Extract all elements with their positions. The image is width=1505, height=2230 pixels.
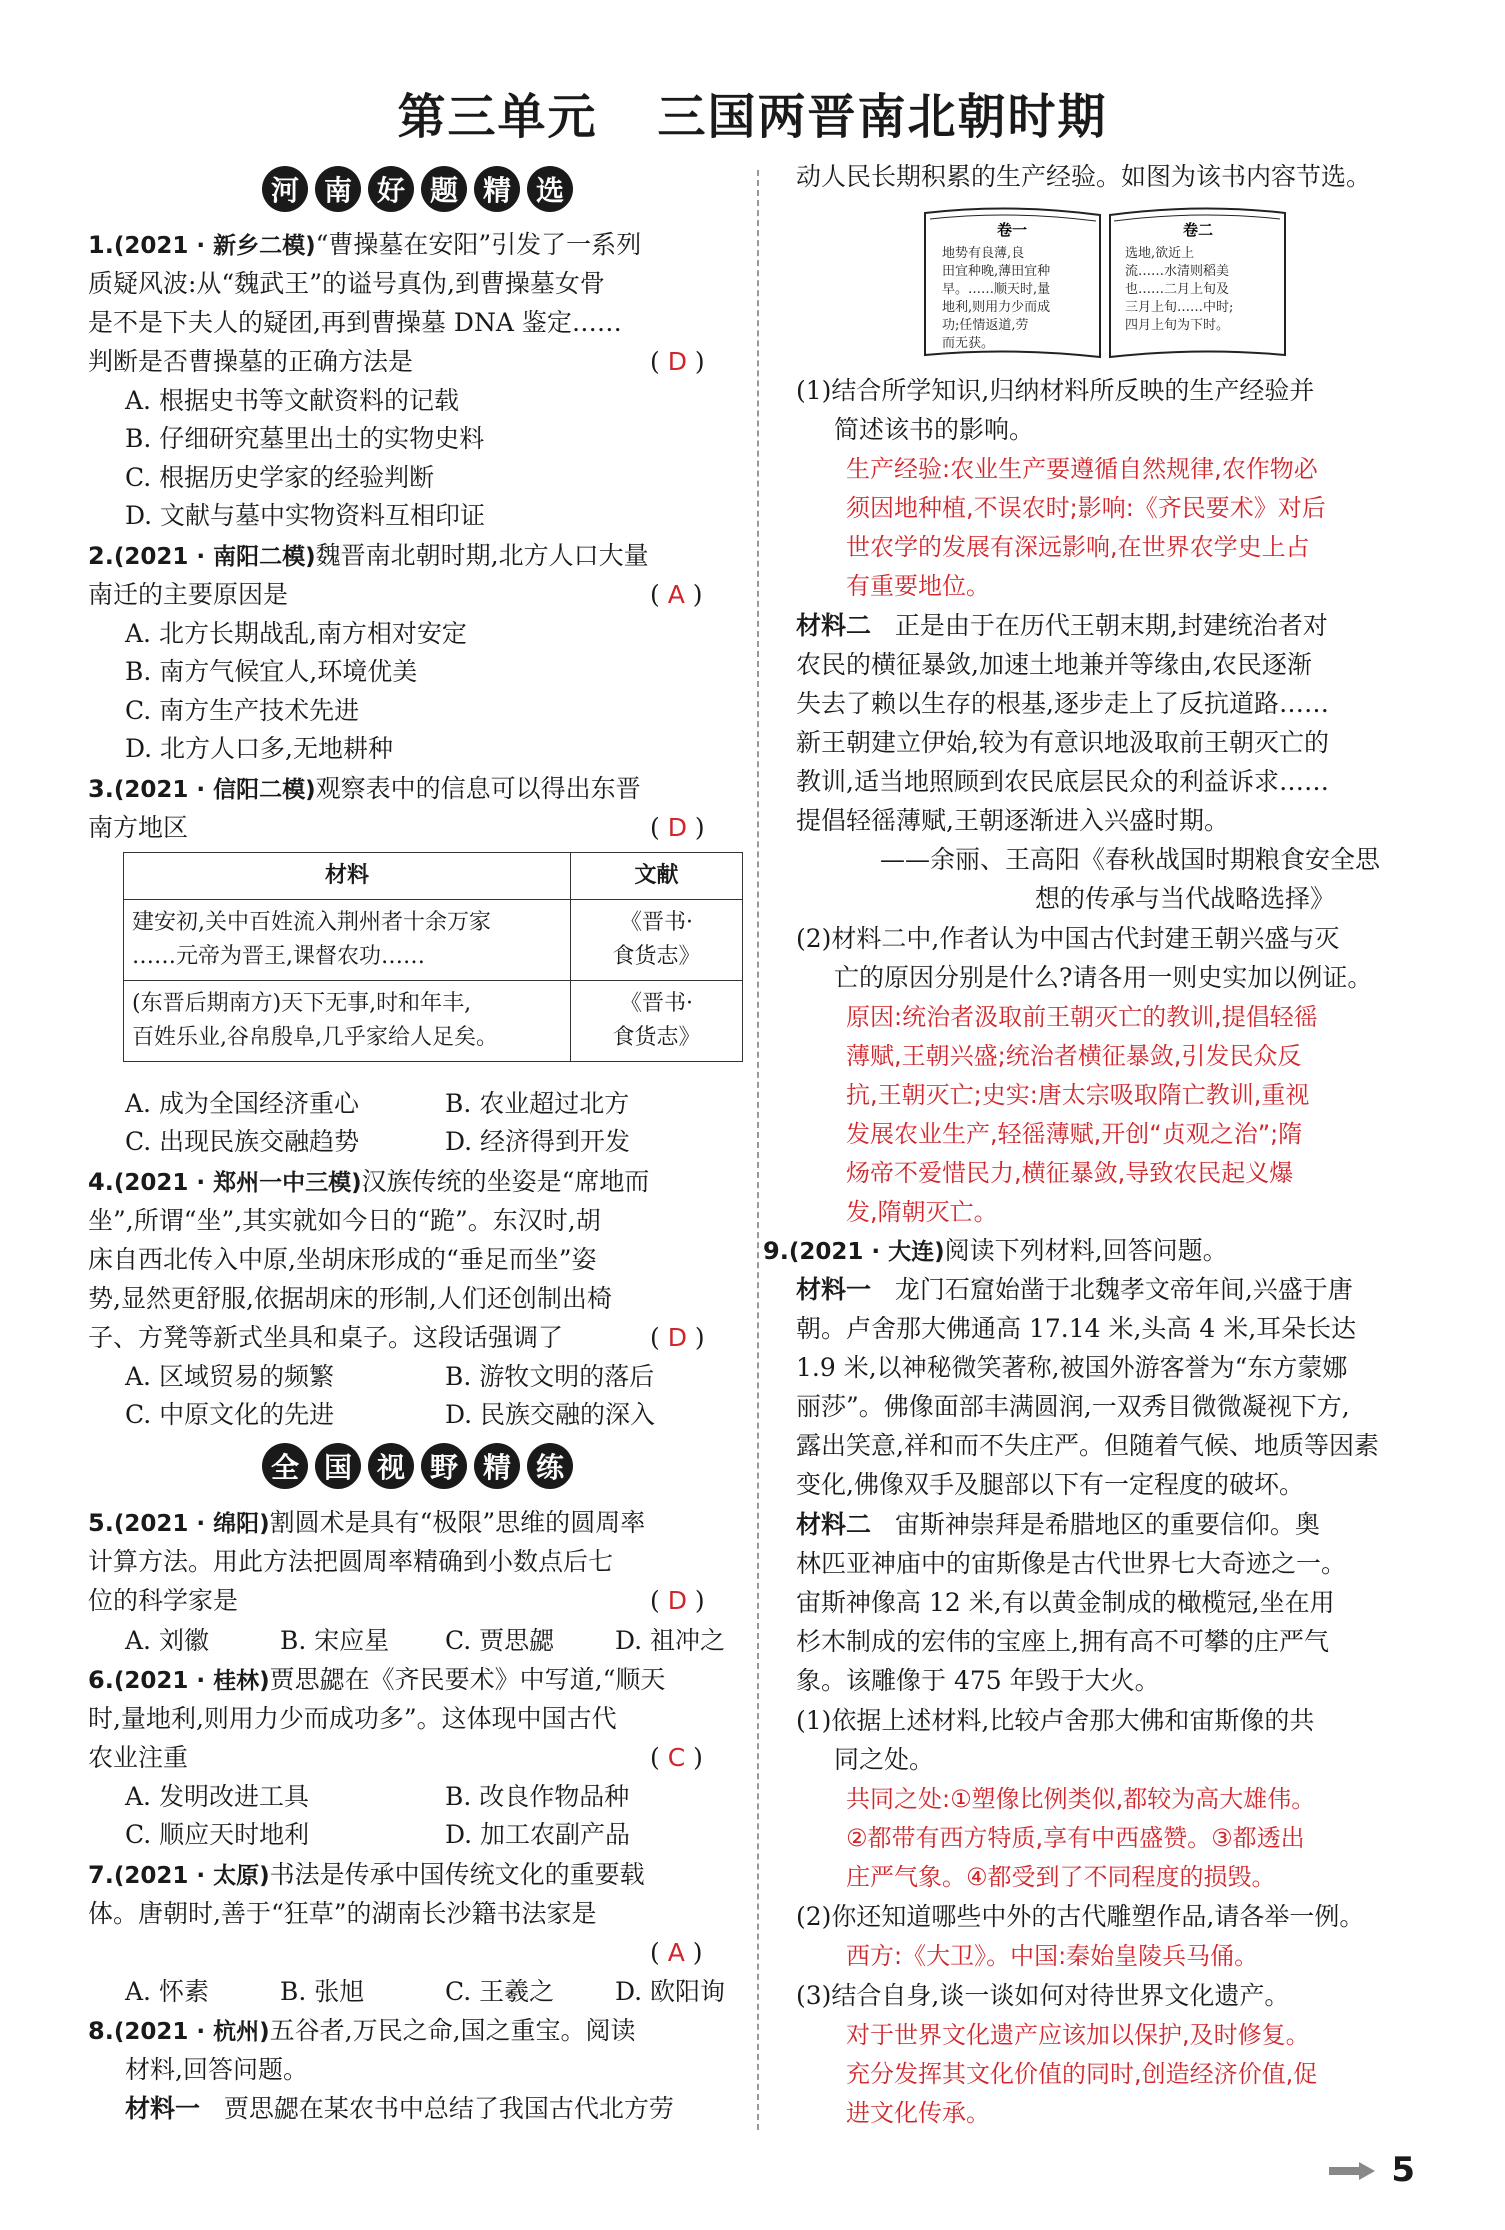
q5-option-c: C. 贾思勰 [445, 1626, 555, 1655]
q8-p2: 亡的原因分别是什么?请各用一则史实加以例证。 [834, 963, 1373, 992]
q9-answer2: 西方:《大卫》。中国:秦始皇陵兵马俑。 [846, 1942, 1259, 1970]
q1-line: 是不是下夫人的疑团,再到曹操墓 DNA 鉴定…… [88, 308, 622, 337]
table-cell: 《晋书· 食货志》 [571, 981, 743, 1062]
q5-option-b: B. 宋应星 [280, 1626, 390, 1655]
q7-stem: 7.(2021 · 太原)书法是传承中国传统文化的重要载 [88, 1860, 645, 1889]
q9-material1: 变化,佛像双手及腿部以下有一定程度的破坏。 [796, 1470, 1304, 1499]
q2-option-b: B. 南方气候宜人,环境优美 [125, 657, 418, 686]
book-right-line: 三月上旬……中时; [1125, 300, 1234, 315]
q7-line: 体。唐朝时,善于“狂草”的湖南长沙籍书法家是 [88, 1899, 597, 1928]
book-left-line: 早。……顺天时,量 [942, 282, 1051, 297]
q8-material2: 农民的横征暴敛,加速土地兼并等缘由,农民逐渐 [796, 650, 1312, 679]
q8-material2: 材料二 正是由于在历代王朝末期,封建统治者对 [796, 611, 1328, 640]
book-right-title: 卷二 [1182, 221, 1214, 239]
column-divider [757, 170, 759, 2130]
q9-material2: 宙斯神像高 12 米,有以黄金制成的橄榄冠,坐在用 [796, 1588, 1335, 1617]
q9-material2: 杉木制成的宏伟的宝座上,拥有高不可攀的庄严气 [796, 1627, 1329, 1656]
q4-line: 床自西北传入中原,坐胡床形成的“垂足而坐”姿 [88, 1245, 597, 1274]
q8-material2: 提倡轻徭薄赋,王朝逐渐进入兴盛时期。 [796, 806, 1229, 835]
q9-stem: 9.(2021 · 大连)阅读下列材料,回答问题。 [763, 1236, 1228, 1265]
book-left-title: 卷一 [996, 221, 1028, 239]
q4-option-a: A. 区域贸易的频繁 [125, 1362, 334, 1391]
q5-answer: ( D ) [650, 1586, 705, 1615]
q6-option-a: A. 发明改进工具 [125, 1782, 309, 1811]
q6-answer: ( C ) [650, 1743, 703, 1772]
q4-option-d: D. 民族交融的深入 [445, 1400, 656, 1429]
book-right-line: 选地,欲近上 [1125, 246, 1195, 261]
book-illustration [920, 205, 1290, 365]
q3-answer: ( D ) [650, 813, 705, 842]
q8-answer1: 须因地种植,不误农时;影响:《齐民要术》对后 [846, 494, 1326, 522]
q1-option-c: C. 根据历史学家的经验判断 [125, 463, 435, 492]
q9-material1: 材料一 龙门石窟始凿于北魏孝文帝年间,兴盛于唐 [796, 1275, 1353, 1304]
book-left-line: 功;任情返道,劳 [942, 318, 1029, 333]
book-left-line: 地势有良薄,良 [942, 246, 1025, 261]
q3-table [123, 852, 743, 1062]
q9-p1: (1)依据上述材料,比较卢舍那大佛和宙斯像的共 [796, 1706, 1315, 1735]
q9-p3: (3)结合自身,谈一谈如何对待世界文化遗产。 [796, 1981, 1290, 2010]
q8-p2: (2)材料二中,作者认为中国古代封建王朝兴盛与灭 [796, 924, 1340, 953]
q9-answer1: 庄严气象。④都受到了不同程度的损毁。 [846, 1863, 1276, 1891]
q1-option-a: A. 根据史书等文献资料的记载 [125, 386, 459, 415]
q9-material1: 1.9 米,以神秘微笑著称,被国外游客誉为“东方蒙娜 [796, 1353, 1348, 1382]
q1-line: 质疑风波:从“魏武王”的谥号真伪,到曹操墓女骨 [88, 269, 605, 298]
q7-option-b: B. 张旭 [280, 1977, 365, 2006]
q1-answer: ( D ) [650, 347, 705, 376]
q9-material2: 材料二 宙斯神崇拜是希腊地区的重要信仰。奥 [796, 1510, 1320, 1539]
q6-line: 农业注重 [88, 1743, 189, 1772]
q8-line: 材料,回答问题。 [125, 2055, 308, 2084]
q4-line: 势,显然更舒服,依据胡床的形制,人们还创制出椅 [88, 1284, 612, 1313]
q1-stem: 1.(2021 · 新乡二模)“曹操墓在安阳”引发了一系列 [88, 230, 642, 259]
q3-option-a: A. 成为全国经济重心 [125, 1089, 359, 1118]
book-left-line: 而无获。 [942, 336, 995, 351]
book-right-line: 也……二月上旬及 [1125, 282, 1230, 297]
page-number: 5 [1391, 2150, 1415, 2190]
q8-answer2: 发展农业生产,轻徭薄赋,开创“贞观之治”;隋 [846, 1120, 1303, 1148]
q8-citation: ——余丽、王高阳《春秋战国时期粮食安全思 [880, 845, 1381, 874]
q8-p1: (1)结合所学知识,归纳材料所反映的生产经验并 [796, 376, 1315, 405]
q9-material1: 朝。卢舍那大佛通高 17.14 米,头高 4 米,耳朵长达 [796, 1314, 1357, 1343]
q3-option-d: D. 经济得到开发 [445, 1127, 631, 1156]
q9-p2: (2)你还知道哪些中外的古代雕塑作品,请各举一例。 [796, 1902, 1365, 1931]
q6-option-b: B. 改良作物品种 [445, 1782, 630, 1811]
q7-option-d: D. 欧阳询 [615, 1977, 726, 2006]
table-header: 材料 [124, 853, 571, 900]
q2-answer: ( A ) [650, 580, 703, 609]
q5-option-d: D. 祖冲之 [615, 1626, 726, 1655]
q8-material2: 新王朝建立伊始,较为有意识地汲取前王朝灭亡的 [796, 728, 1329, 757]
q4-line: 子、方凳等新式坐具和桌子。这段话强调了 [88, 1323, 564, 1352]
q8-answer2: 发,隋朝灭亡。 [846, 1198, 998, 1226]
q1-option-b: B. 仔细研究墓里出土的实物史料 [125, 424, 485, 453]
q9-answer1: 共同之处:①塑像比例类似,都较为高大雄伟。 [846, 1785, 1316, 1813]
q9-answer3: 对于世界文化遗产应该加以保护,及时修复。 [846, 2021, 1310, 2049]
q8-answer2: 炀帝不爱惜民力,横征暴敛,导致农民起义爆 [846, 1159, 1294, 1187]
q9-material2: 象。该雕像于 475 年毁于大火。 [796, 1666, 1160, 1695]
q9-answer3: 充分发挥其文化价值的同时,创造经济价值,促 [846, 2060, 1318, 2088]
q3-option-c: C. 出现民族交融趋势 [125, 1127, 360, 1156]
q2-line: 南迁的主要原因是 [88, 580, 289, 609]
q9-material1: 丽莎”。佛像面部丰满圆润,一双秀目微微凝视下方, [796, 1392, 1350, 1421]
q1-line: 判断是否曹操墓的正确方法是 [88, 347, 414, 376]
unit-title: 第三单元 三国两晋南北朝时期 [397, 89, 1108, 145]
book-right-line: 四月上旬为下时。 [1125, 318, 1230, 333]
q4-answer: ( D ) [650, 1323, 705, 1352]
book-right-line: 流……水清则稻美 [1125, 264, 1230, 279]
q8-material1: 材料一 贾思勰在某农书中总结了我国古代北方劳 [125, 2094, 674, 2123]
q8-answer2: 抗,王朝灭亡;史实:唐太宗吸取隋亡教训,重视 [846, 1081, 1310, 1109]
book-left-line: 地利,则用力少而成 [942, 300, 1051, 315]
q4-line: 坐”,所谓“坐”,其实就如今日的“跪”。东汉时,胡 [88, 1206, 601, 1235]
q3-stem: 3.(2021 · 信阳二模)观察表中的信息可以得出东晋 [88, 774, 641, 803]
arrow-right-icon [1329, 2162, 1375, 2180]
q8-stem: 8.(2021 · 杭州)五谷者,万民之命,国之重宝。阅读 [88, 2016, 636, 2045]
q8-answer1: 生产经验:农业生产要遵循自然规律,农作物必 [846, 455, 1318, 483]
q5-option-a: A. 刘徽 [125, 1626, 209, 1655]
q8-material1-cont: 动人民长期积累的生产经验。如图为该书内容节选。 [796, 162, 1372, 191]
table-cell: (东晋后期南方)天下无事,时和年丰, 百姓乐业,谷帛殷阜,几乎家给人足矣。 [124, 981, 571, 1062]
q4-option-c: C. 中原文化的先进 [125, 1400, 335, 1429]
q2-option-a: A. 北方长期战乱,南方相对安定 [125, 619, 467, 648]
q9-answer1: ②都带有西方特质,享有中西盛赞。③都透出 [846, 1824, 1305, 1852]
q7-answer: ( A ) [650, 1938, 703, 1967]
q3-option-b: B. 农业超过北方 [445, 1089, 630, 1118]
q6-stem: 6.(2021 · 桂林)贾思勰在《齐民要术》中写道,“顺天 [88, 1665, 666, 1694]
table-header: 文献 [571, 853, 743, 900]
q4-stem: 4.(2021 · 郑州一中三模)汉族传统的坐姿是“席地而 [88, 1167, 650, 1196]
q6-option-d: D. 加工农副产品 [445, 1820, 631, 1849]
section-banner-henan: 河 南 好 题 精 选 [262, 166, 573, 212]
q2-option-d: D. 北方人口多,无地耕种 [125, 734, 393, 763]
q4-option-b: B. 游牧文明的落后 [445, 1362, 655, 1391]
q5-stem: 5.(2021 · 绵阳)割圆术是具有“极限”思维的圆周率 [88, 1508, 646, 1537]
q9-material2: 林匹亚神庙中的宙斯像是古代世界七大奇迹之一。 [796, 1549, 1347, 1578]
section-banner-national: 全 国 视 野 精 练 [262, 1443, 573, 1489]
q8-material2: 教训,适当地照顾到农民底层民众的利益诉求…… [796, 767, 1329, 796]
q2-option-c: C. 南方生产技术先进 [125, 696, 360, 725]
q9-answer3: 进文化传承。 [846, 2099, 990, 2127]
q7-option-a: A. 怀素 [125, 1977, 209, 2006]
q9-material1: 露出笑意,祥和而不失庄严。但随着气候、地质等因素 [796, 1431, 1379, 1460]
q8-material2: 失去了赖以生存的根基,逐步走上了反抗道路…… [796, 689, 1329, 718]
q6-line: 时,量地利,则用力少而成功多”。这体现中国古代 [88, 1704, 617, 1733]
q8-citation: 想的传承与当代战略选择》 [1035, 884, 1336, 913]
table-cell: 《晋书· 食货志》 [571, 900, 743, 981]
q8-answer1: 世农学的发展有深远影响,在世界农学史上占 [846, 533, 1310, 561]
q8-answer1: 有重要地位。 [846, 572, 990, 600]
book-left-line: 田宜种晚,薄田宜种 [942, 264, 1051, 279]
q1-option-d: D. 文献与墓中实物资料互相印证 [125, 501, 486, 530]
q3-line: 南方地区 [88, 813, 189, 842]
q7-option-c: C. 王羲之 [445, 1977, 555, 2006]
q8-answer2: 原因:统治者汲取前王朝灭亡的教训,提倡轻徭 [846, 1003, 1318, 1031]
table-cell: 建安初,关中百姓流入荆州者十余万家 ……元帝为晋王,课督农功…… [124, 900, 571, 981]
q5-line: 位的科学家是 [88, 1586, 239, 1615]
q5-line: 计算方法。用此方法把圆周率精确到小数点后七 [88, 1547, 614, 1576]
q6-option-c: C. 顺应天时地利 [125, 1820, 310, 1849]
q8-answer2: 薄赋,王朝兴盛;统治者横征暴敛,引发民众反 [846, 1042, 1302, 1070]
q2-stem: 2.(2021 · 南阳二模)魏晋南北朝时期,北方人口大量 [88, 541, 649, 570]
q9-p1: 同之处。 [834, 1745, 935, 1774]
q8-p1: 简述该书的影响。 [834, 415, 1035, 444]
